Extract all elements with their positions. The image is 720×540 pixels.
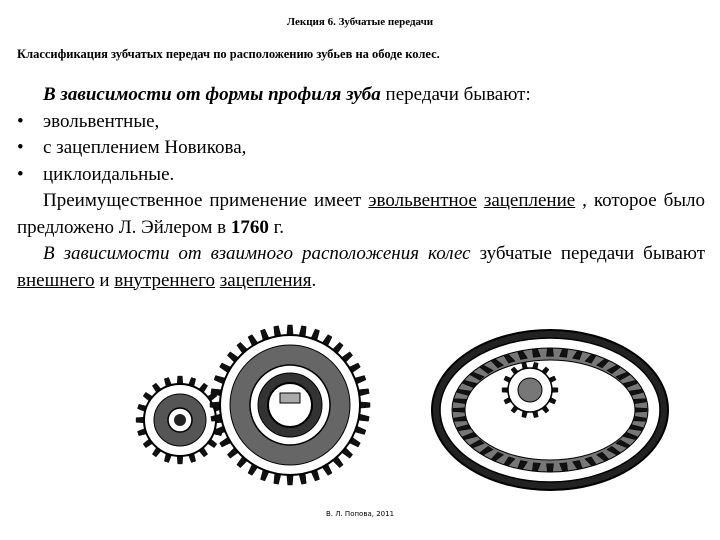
profile-rest-phrase: передачи бывают: <box>380 84 531 105</box>
profile-types-list <box>17 109 705 189</box>
internal-gear-pair-icon <box>432 330 668 490</box>
footer-credit: В. Л. Попова, 2011 <box>325 510 395 518</box>
body-text <box>17 82 705 294</box>
term-internal: внутреннего <box>114 269 215 291</box>
list-item: • циклоидальные. <box>17 162 705 189</box>
arrangement-lead-phrase: В зависимости от взаимного расположения колес <box>43 243 471 264</box>
bullet-icon: • <box>17 163 24 185</box>
bullet-icon: • <box>17 110 24 132</box>
gears-figure <box>130 320 720 500</box>
lecture-title: Лекция 6. Зубчатые передачи <box>286 16 434 28</box>
paragraph-arrangement: В зависимости от взаимного расположения колес зубчатые передачи бывают внешнего и внутреннего зацепления. <box>17 243 705 291</box>
year-value: 1760 <box>230 216 269 238</box>
term-involute: эвольвентное <box>368 190 477 211</box>
term-engagement: зацепление <box>483 190 576 211</box>
external-gear-pair-icon <box>136 325 370 485</box>
list-item: • с зацеплением Новикова, <box>17 135 705 162</box>
list-item: • эвольвентные, <box>17 109 705 136</box>
paragraph-profile-types <box>17 82 705 109</box>
term-meshing: зацепления <box>219 269 312 291</box>
profile-lead-phrase: В зависимости от формы профиля зуба <box>43 84 381 105</box>
bullet-icon: • <box>17 137 24 158</box>
section-heading: Классификация зубчатых передач по расположению зубьев на ободе колес. <box>17 47 440 61</box>
paragraph-involute: Преимущественное применение имеет эвольвентное зацепление , которое было предложено Л. Эйлером в 1760 г. <box>17 190 706 238</box>
term-external: внешнего <box>17 269 95 291</box>
